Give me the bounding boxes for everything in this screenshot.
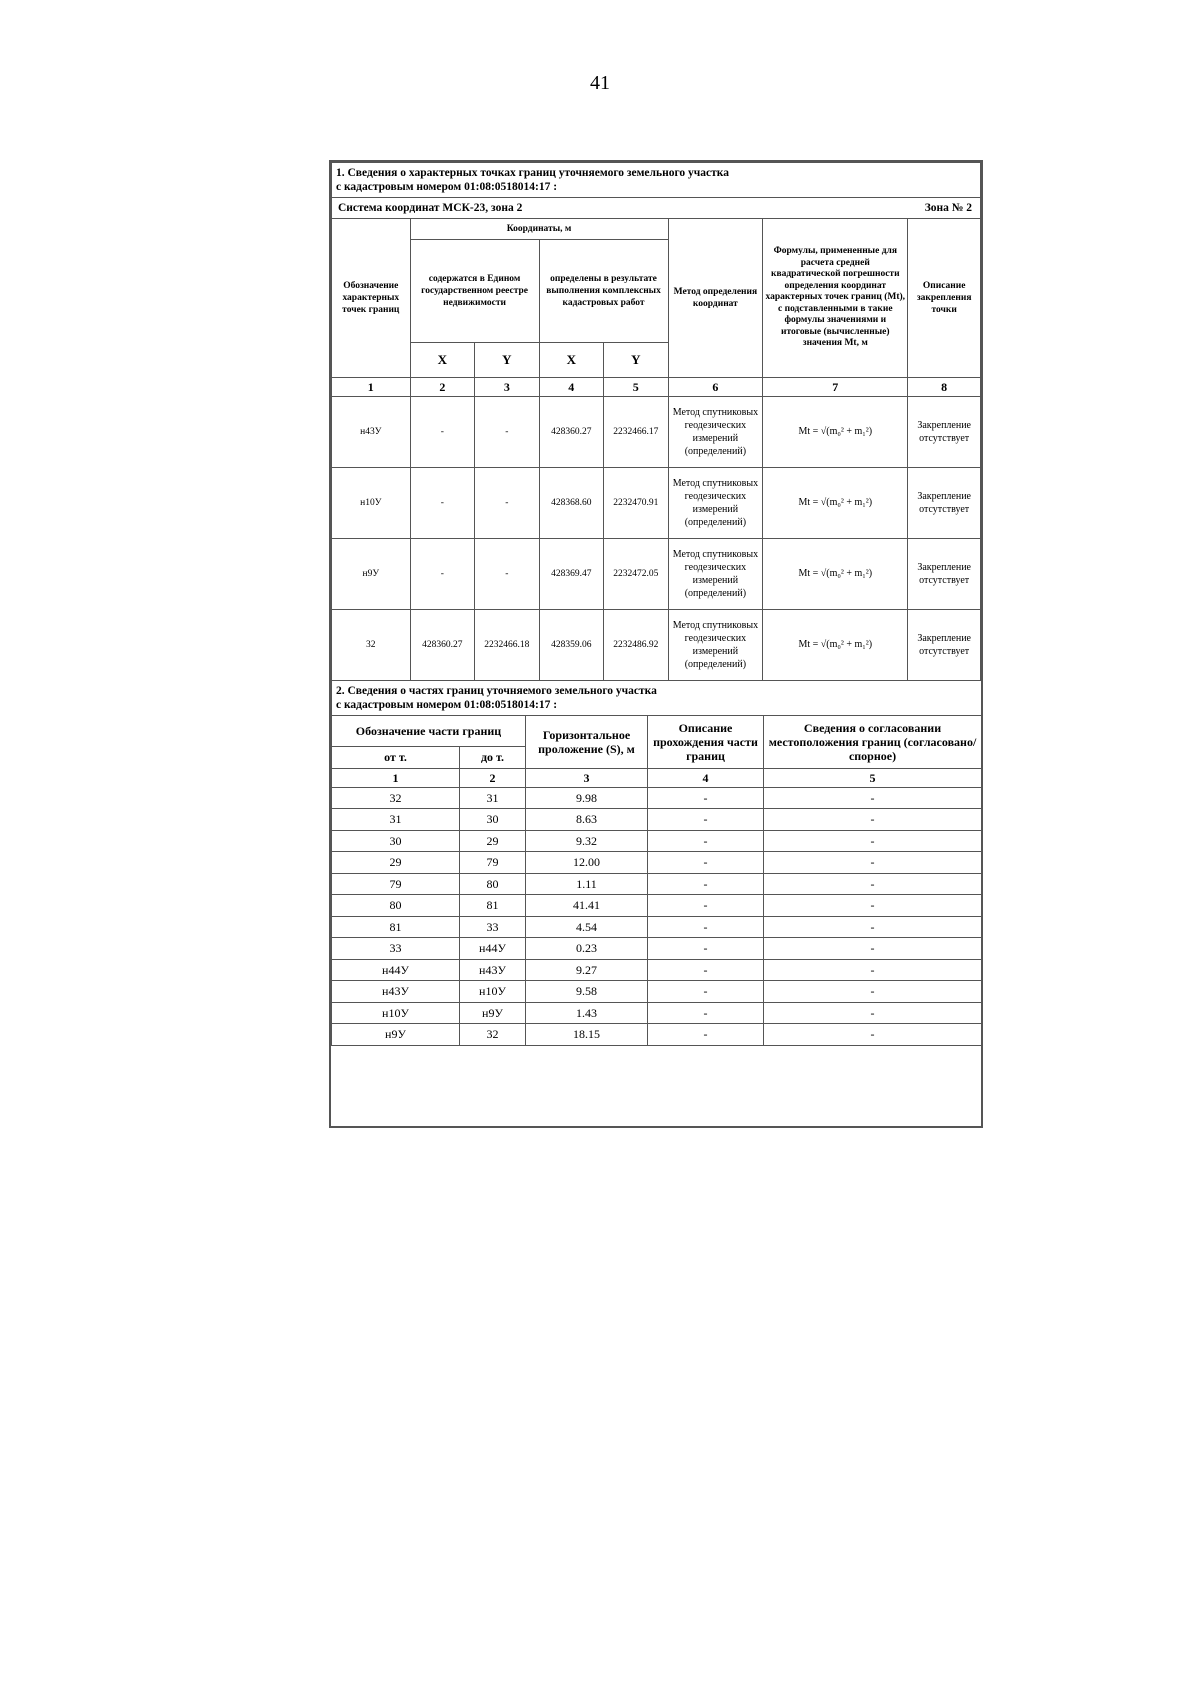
from-point: 32 (332, 787, 460, 809)
to-point: н10У (460, 981, 526, 1003)
document-sheet (329, 160, 983, 1128)
header-agreement: Сведения о согласовании местоположения границ (согласовано/спорное) (764, 716, 982, 769)
method: Метод спутниковых геодезических измерений (определений) (668, 539, 763, 610)
zone-label: Зона № 2 (763, 198, 981, 219)
header-fixing: Описание закрепления точки (908, 219, 981, 378)
to-point: н43У (460, 959, 526, 981)
part-description: - (648, 1024, 764, 1046)
from-point: 80 (332, 895, 460, 917)
point-id: 32 (332, 610, 411, 681)
header-to: до т. (460, 747, 526, 769)
table-row (332, 468, 981, 539)
horizontal-distance: 1.43 (526, 1002, 648, 1024)
from-point: 79 (332, 873, 460, 895)
horizontal-distance: 8.63 (526, 809, 648, 831)
col-number: 3 (475, 378, 539, 397)
formula: Mt = √(m₀² + m₁²) (763, 539, 908, 610)
col-number: 1 (332, 378, 411, 397)
header-x-new: X (539, 343, 603, 378)
parts-table (331, 680, 982, 1046)
agreement-status: - (764, 981, 982, 1003)
fixing-description: Закрепление отсутствует (908, 397, 981, 468)
header-part-designation: Обозначение части границ (332, 716, 526, 747)
part-description: - (648, 809, 764, 831)
agreement-status: - (764, 852, 982, 874)
formula: Mt = √(m₀² + m₁²) (763, 397, 908, 468)
table-row (332, 916, 982, 938)
from-point: 33 (332, 938, 460, 960)
part-description: - (648, 1002, 764, 1024)
from-point: н10У (332, 1002, 460, 1024)
x-egrn: 428360.27 (410, 610, 474, 681)
header-formulas: Формулы, примененные для расчета средней квадратической погрешности определения координат характерных точек границ (Mt), с подставленными в такие формулы значениями и итоговые (вычисленные) значения Mt, м (763, 219, 908, 378)
horizontal-distance: 12.00 (526, 852, 648, 874)
table-row (332, 959, 982, 981)
col-number: 6 (668, 378, 763, 397)
part-description: - (648, 916, 764, 938)
col-number: 8 (908, 378, 981, 397)
to-point: 29 (460, 830, 526, 852)
part-description: - (648, 852, 764, 874)
header-point-designation: Обозначение характерных точек границ (332, 219, 411, 378)
method: Метод спутниковых геодезических измерений (определений) (668, 468, 763, 539)
x-new: 428368.60 (539, 468, 603, 539)
x-new: 428369.47 (539, 539, 603, 610)
table-row (332, 787, 982, 809)
header-coordinates: Координаты, м (410, 219, 668, 240)
part-description: - (648, 895, 764, 917)
col-number: 3 (526, 768, 648, 787)
fixing-description: Закрепление отсутствует (908, 468, 981, 539)
col-number: 5 (764, 768, 982, 787)
x-egrn: - (410, 468, 474, 539)
from-point: 81 (332, 916, 460, 938)
table-row (332, 1024, 982, 1046)
agreement-status: - (764, 916, 982, 938)
section2-title: 2. Сведения о частях границ уточняемого земельного участка с кадастровым номером 01:08:0518014:17 : (332, 681, 982, 716)
y-new: 2232486.92 (604, 610, 668, 681)
horizontal-distance: 1.11 (526, 873, 648, 895)
table-row (332, 1002, 982, 1024)
table-row (332, 397, 981, 468)
header-method: Метод определения координат (668, 219, 763, 378)
header-from: от т. (332, 747, 460, 769)
fixing-description: Закрепление отсутствует (908, 539, 981, 610)
agreement-status: - (764, 1002, 982, 1024)
from-point: 30 (332, 830, 460, 852)
y-new: 2232470.91 (604, 468, 668, 539)
horizontal-distance: 9.27 (526, 959, 648, 981)
col-number: 2 (410, 378, 474, 397)
formula: Mt = √(m₀² + m₁²) (763, 468, 908, 539)
from-point: н9У (332, 1024, 460, 1046)
formula: Mt = √(m₀² + m₁²) (763, 610, 908, 681)
page-number: 41 (590, 72, 610, 94)
x-egrn: - (410, 397, 474, 468)
to-point: 30 (460, 809, 526, 831)
header-y-new: Y (604, 343, 668, 378)
horizontal-distance: 9.32 (526, 830, 648, 852)
agreement-status: - (764, 938, 982, 960)
blank-area (331, 1046, 981, 1111)
agreement-status: - (764, 787, 982, 809)
horizontal-distance: 9.58 (526, 981, 648, 1003)
y-egrn: 2232466.18 (475, 610, 539, 681)
to-point: 79 (460, 852, 526, 874)
part-description: - (648, 938, 764, 960)
point-id: н9У (332, 539, 411, 610)
to-point: 81 (460, 895, 526, 917)
table-row (332, 809, 982, 831)
from-point: 29 (332, 852, 460, 874)
to-point: 33 (460, 916, 526, 938)
header-description: Описание прохождения части границ (648, 716, 764, 769)
part-description: - (648, 981, 764, 1003)
agreement-status: - (764, 959, 982, 981)
to-point: 32 (460, 1024, 526, 1046)
part-description: - (648, 959, 764, 981)
point-id: н43У (332, 397, 411, 468)
header-x-egrn: X (410, 343, 474, 378)
header-y-egrn: Y (475, 343, 539, 378)
y-egrn: - (475, 468, 539, 539)
y-new: 2232472.05 (604, 539, 668, 610)
col-number: 4 (648, 768, 764, 787)
horizontal-distance: 4.54 (526, 916, 648, 938)
to-point: н44У (460, 938, 526, 960)
y-egrn: - (475, 397, 539, 468)
horizontal-distance: 9.98 (526, 787, 648, 809)
table-row (332, 938, 982, 960)
coord-system: Система координат МСК-23, зона 2 (332, 198, 763, 219)
table-row (332, 895, 982, 917)
y-egrn: - (475, 539, 539, 610)
col-number: 7 (763, 378, 908, 397)
agreement-status: - (764, 830, 982, 852)
header-horizontal: Горизонтальное проложение (S), м (526, 716, 648, 769)
points-table (331, 162, 981, 681)
agreement-status: - (764, 809, 982, 831)
table-row (332, 873, 982, 895)
fixing-description: Закрепление отсутствует (908, 610, 981, 681)
agreement-status: - (764, 895, 982, 917)
table-row (332, 610, 981, 681)
from-point: н43У (332, 981, 460, 1003)
table-row (332, 830, 982, 852)
table-row (332, 981, 982, 1003)
y-new: 2232466.17 (604, 397, 668, 468)
part-description: - (648, 873, 764, 895)
col-number: 5 (604, 378, 668, 397)
to-point: н9У (460, 1002, 526, 1024)
horizontal-distance: 41.41 (526, 895, 648, 917)
header-determined: определены в результате выполнения комплексных кадастровых работ (539, 240, 668, 343)
from-point: 31 (332, 809, 460, 831)
horizontal-distance: 18.15 (526, 1024, 648, 1046)
point-id: н10У (332, 468, 411, 539)
method: Метод спутниковых геодезических измерений (определений) (668, 610, 763, 681)
horizontal-distance: 0.23 (526, 938, 648, 960)
table-row (332, 852, 982, 874)
x-egrn: - (410, 539, 474, 610)
to-point: 31 (460, 787, 526, 809)
x-new: 428359.06 (539, 610, 603, 681)
part-description: - (648, 830, 764, 852)
from-point: н44У (332, 959, 460, 981)
table-row (332, 539, 981, 610)
header-in-egrn: содержатся в Едином государственном реестре недвижимости (410, 240, 539, 343)
x-new: 428360.27 (539, 397, 603, 468)
agreement-status: - (764, 873, 982, 895)
col-number: 1 (332, 768, 460, 787)
agreement-status: - (764, 1024, 982, 1046)
to-point: 80 (460, 873, 526, 895)
col-number: 4 (539, 378, 603, 397)
method: Метод спутниковых геодезических измерений (определений) (668, 397, 763, 468)
section1-title: 1. Сведения о характерных точках границ уточняемого земельного участка с кадастровым номером 01:08:0518014:17 : (332, 163, 981, 198)
col-number: 2 (460, 768, 526, 787)
part-description: - (648, 787, 764, 809)
